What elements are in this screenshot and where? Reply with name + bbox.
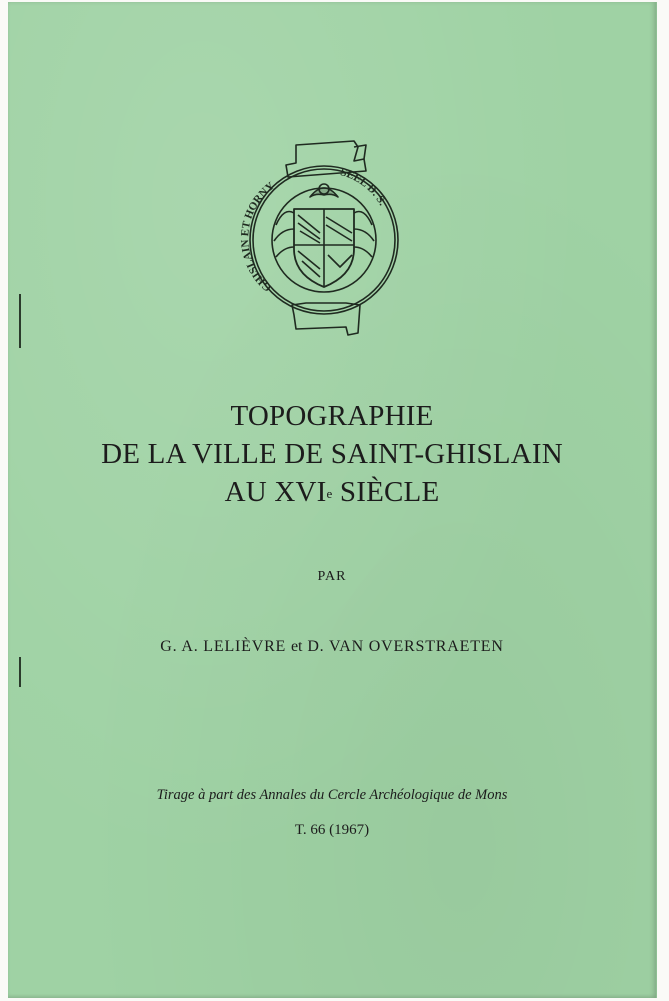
- title-line-3-main: AU XVI: [224, 476, 327, 508]
- authors-line: [8, 638, 656, 656]
- title-line-3-end: SIÈCLE: [332, 476, 440, 508]
- seal-inscription-left: GHISLAIN ET HORNY: [239, 179, 277, 294]
- author-2: D. VAN OVERSTRAETEN: [307, 638, 504, 655]
- volume-number: T. 66 (1967): [294, 822, 370, 838]
- book-cover: [8, 2, 657, 998]
- title-line-1: TOPOGRAPHIE: [230, 400, 434, 432]
- heraldic-seal-icon: [236, 137, 406, 342]
- title-line-2: DE LA VILLE DE SAINT-GHISLAIN: [101, 438, 563, 470]
- reprint-note: Tirage à part des Annales du Cercle Archéologique de Mons: [156, 787, 508, 803]
- author-conjunction: et: [290, 638, 303, 655]
- title-line-3: [8, 473, 656, 511]
- byline-label: PAR: [317, 569, 347, 584]
- author-1: G. A. LELIÈVRE: [160, 638, 287, 655]
- book-title: [8, 397, 656, 511]
- seal-inscription-right: SEEL D. S.: [339, 166, 389, 208]
- title-superscript: e: [326, 486, 333, 501]
- binding-staple-mark: [19, 294, 21, 348]
- binding-staple-mark: [19, 657, 21, 687]
